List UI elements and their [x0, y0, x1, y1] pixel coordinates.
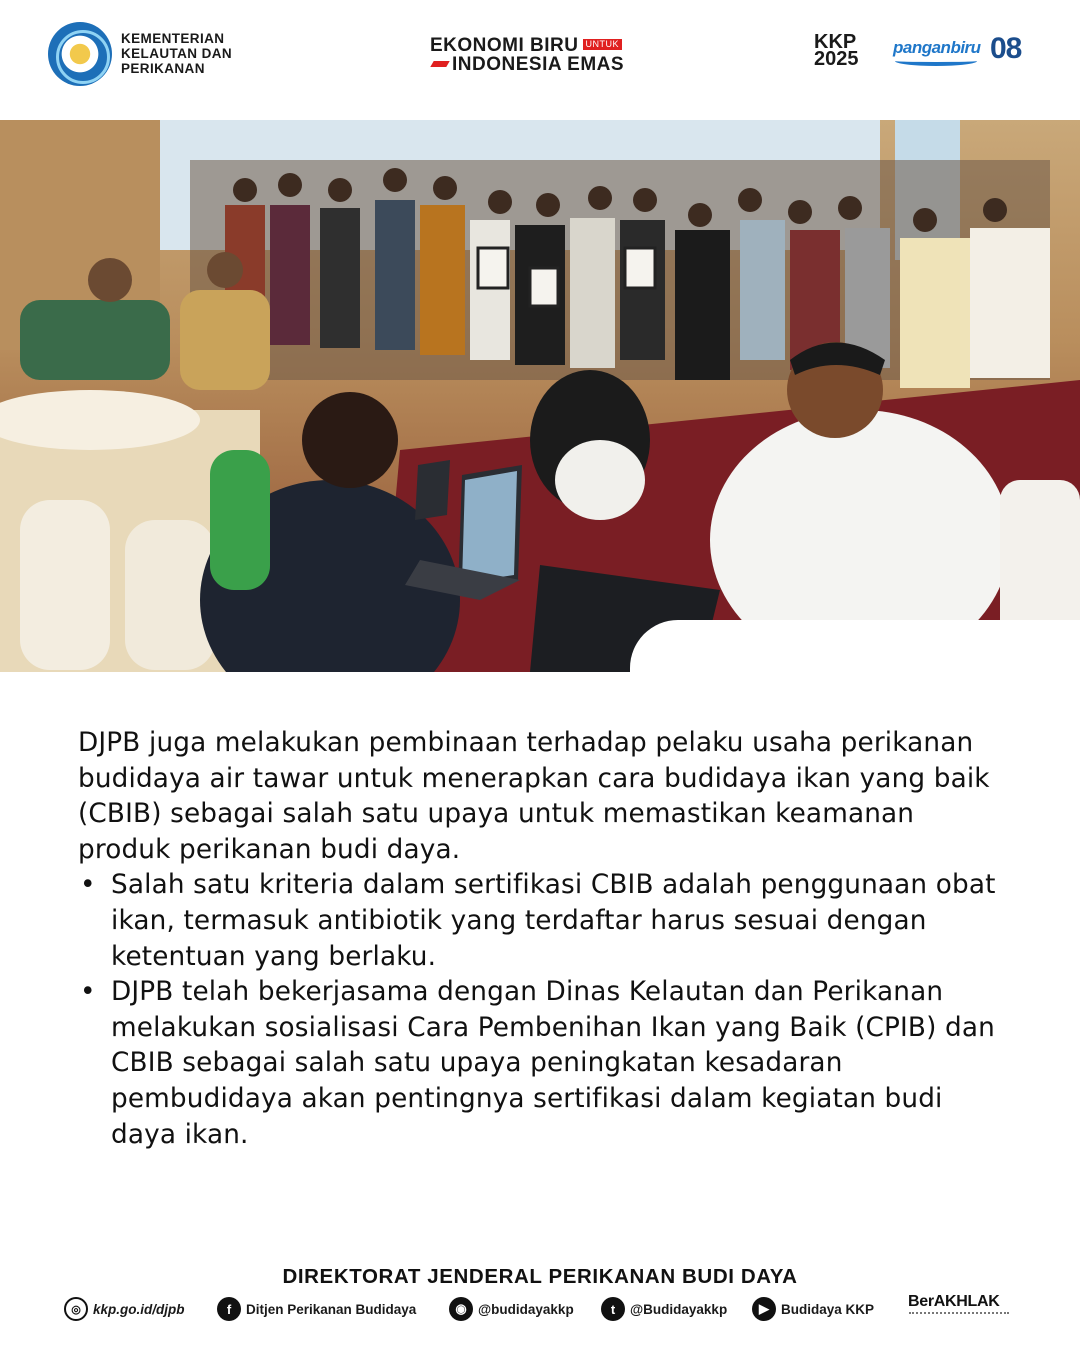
- bullet-item: • Salah satu kriteria dalam sertifikasi CBIB adalah penggunaan obat ikan, termasuk antibiotik yang terdaftar harus sesuai dengan ketentuan yang berlaku.: [78, 868, 1008, 975]
- event-photo: [0, 120, 1080, 672]
- header: [0, 0, 1080, 115]
- asta-cita-08-logo: 08: [990, 32, 1022, 65]
- campaign-untuk-badge: UNTUK: [583, 39, 623, 50]
- bullet-list: [78, 868, 1008, 1153]
- facebook-label: Ditjen Perikanan Budidaya: [246, 1301, 417, 1317]
- article-body: [78, 726, 1008, 1153]
- intro-paragraph: DJPB juga melakukan pembinaan terhadap pelaku usaha perikanan budidaya air tawar untuk menerapkan cara budidaya ikan yang baik (CBIB) sebagai salah satu upaya untuk memastikan keamanan produk perikanan budi daya.: [78, 728, 990, 865]
- twitter-icon: t: [601, 1297, 625, 1321]
- berakhlak-tagline-mark: [909, 1312, 1009, 1320]
- berakhlak-logo: BerAKHLAK: [908, 1293, 1000, 1310]
- ministry-line-2: KELAUTAN DAN: [121, 46, 233, 61]
- globe-icon: ◎: [64, 1297, 88, 1321]
- youtube-link[interactable]: [752, 1296, 874, 1322]
- campaign-line-2: INDONESIA EMAS: [430, 55, 660, 74]
- facebook-link[interactable]: [217, 1296, 416, 1322]
- website-link[interactable]: [64, 1296, 185, 1322]
- youtube-icon: ▶: [752, 1297, 776, 1321]
- ministry-name: [121, 31, 232, 76]
- facebook-icon: f: [217, 1297, 241, 1321]
- ekonomi-biru-logo: [430, 36, 660, 74]
- kkp-logo-line-1: KKP: [814, 31, 857, 53]
- website-label: kkp.go.id/djpb: [93, 1301, 185, 1317]
- instagram-icon: ◉: [449, 1297, 473, 1321]
- twitter-link[interactable]: [601, 1296, 727, 1322]
- kkp-2025-logo: [814, 31, 859, 70]
- twitter-label: @Budidayakkp: [630, 1301, 728, 1317]
- bullet-item: • DJPB telah bekerjasama dengan Dinas Kelautan dan Perikanan melakukan sosialisasi Cara Pembenihan Ikan yang Baik (CPIB) dan CBIB sebagai salah satu upaya peningkatan kesadaran pembudidaya akan pentingnya sertifikasi dalam kegiatan budi daya ikan.: [78, 975, 1008, 1153]
- ministry-line-3: PERIKANAN: [121, 61, 205, 76]
- campaign-line-1: EKONOMI BIRU: [430, 35, 579, 56]
- instagram-label: @budidayakkp: [478, 1301, 574, 1317]
- event-photo-illustration: [0, 120, 1080, 672]
- instagram-link[interactable]: [449, 1296, 574, 1322]
- youtube-label: Budidaya KKP: [781, 1301, 875, 1317]
- panganbiru-wave-mark: [895, 56, 977, 66]
- ministry-emblem-logo: [48, 22, 112, 86]
- photo-corner-cutout: [630, 620, 1080, 672]
- footer-title: DIREKTORAT JENDERAL PERIKANAN BUDI DAYA: [282, 1265, 798, 1288]
- panganbiru-logo: panganbiru: [893, 38, 981, 57]
- ministry-line-1: KEMENTERIAN: [121, 31, 225, 46]
- kkp-logo-line-2: 2025: [814, 48, 859, 70]
